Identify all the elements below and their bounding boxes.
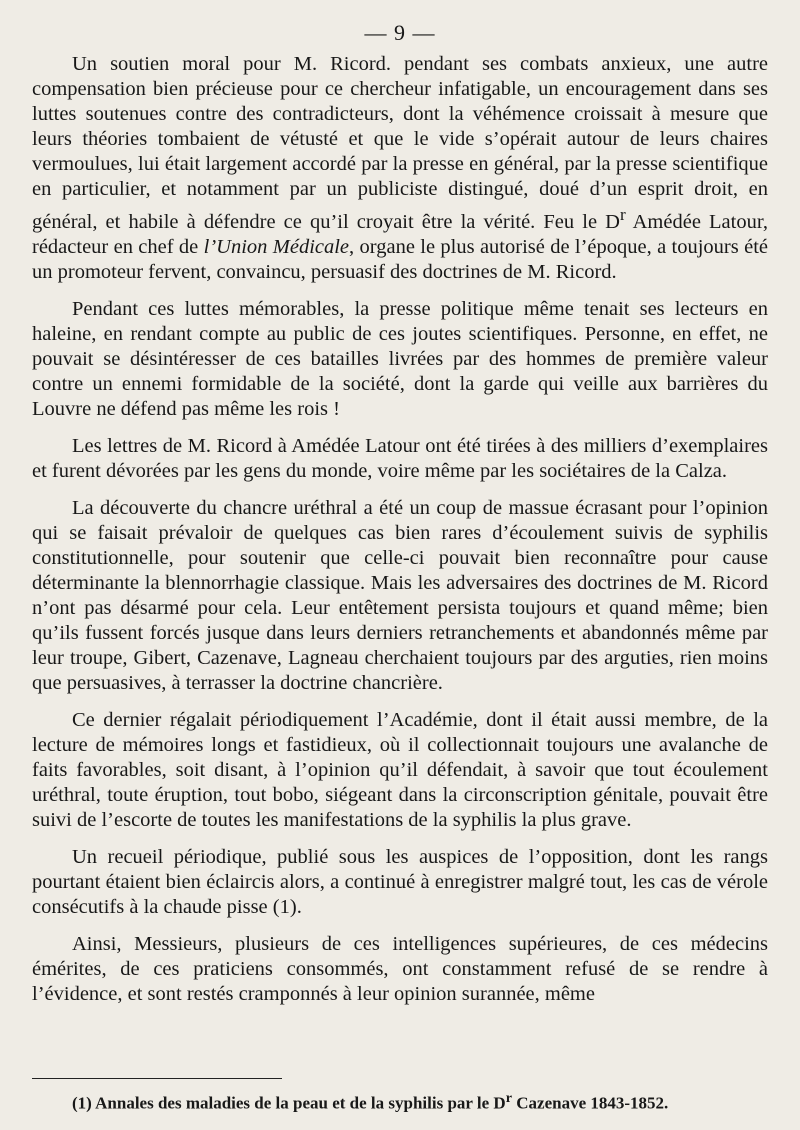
- body-text: [32, 52, 768, 1019]
- text-run: Amédée Latour, rédacteur en chef de: [32, 210, 768, 258]
- paragraph: [32, 297, 768, 422]
- paragraph: [32, 434, 768, 484]
- text-run: Un recueil périodique, publié sous les auspices de l’opposition, dont les rangs pourtant étaient bien éclaircis alors, a continué à enregistrer malgré tout, les cas de vérole consécutifs à la chaude pisse (1).: [32, 845, 768, 918]
- superscript: r: [619, 205, 626, 224]
- text-run: La découverte du chancre uréthral a été un coup de massue écrasant pour l’opinion qui se faisait prévaloir de quelques cas bien rares d’écoulement suivis de syphilis constitutionnelle, pour soutenir que celle-ci pouvait bien reconnaître pour cause déterminante la blennorrhagie classique. Mais les adversaires des doctrines de M. Ricord n’ont pas désarmé pour cela. Leur entêtement persista toujours et quand même; bien qu’ils fussent forcés jusque dans leurs derniers retranchements et abandonnés même par leur troupe, Gibert, Cazenave, Lagneau cherchaient toujours par des arguties, rien moins que persuasives, à terrasser la doctrine chancrière.: [32, 496, 768, 694]
- text-run: Cazenave 1843-1852.: [512, 1093, 669, 1113]
- text-run: , organe le plus autorisé de l’époque, a toujours été un promoteur fervent, convaincu, persuasif des doctrines de M. Ricord.: [32, 235, 768, 283]
- paragraph: [32, 845, 768, 920]
- text-run: Pendant ces luttes mémorables, la presse politique même tenait ses lecteurs en haleine, en rendant compte au public de ces joutes scientifiques. Personne, en effet, ne pouvait se désintéresser de ces batailles livrées par des hommes de première valeur contre un ennemi formidable de la société, dont la garde qui veille aux barrières du Louvre ne défend pas même les rois !: [32, 297, 768, 420]
- text-run: Un soutien moral pour M. Ricord. pendant ses combats anxieux, une autre compensation bien précieuse pour ce chercheur infatigable, un encouragement dans ses luttes soutenues contre des contradicteurs, dont la véhémence croissait à mesure que leurs théories tombaient de vétusté et que le vide s’opérait autour de leurs chaires vermoulues, lui était largement accordé par la presse en général, par la presse scientifique en particulier, et notamment par un publiciste distingué, doué d’un esprit droit, en général, et habile à défendre ce qu’il croyait être la vérité. Feu le D: [32, 53, 768, 233]
- superscript: r: [505, 1090, 512, 1106]
- footnote: [72, 1087, 772, 1115]
- footnote-divider: [32, 1078, 282, 1079]
- paragraph: [32, 52, 768, 285]
- page-number: — 9 —: [364, 20, 436, 45]
- text-run: Les lettres de M. Ricord à Amédée Latour ont été tirées à des milliers d’exemplaires et furent dévorées par les gens du monde, voire même par les sociétaires de la Calza.: [32, 434, 768, 482]
- paragraph: [32, 932, 768, 1007]
- text-run: (1) Annales des maladies de la peau et de la syphilis par le D: [72, 1093, 506, 1113]
- paragraph: [32, 708, 768, 833]
- text-run: Ainsi, Messieurs, plusieurs de ces intelligences supérieures, de ces médecins émérites, de ces praticiens consommés, ont constamment refusé de se rendre à l’évidence, et sont restés cramponnés à leur opinion surannée, même: [32, 932, 768, 1005]
- italic-text: l’Union Médicale: [203, 235, 350, 258]
- paragraph: [32, 496, 768, 696]
- text-run: Ce dernier régalait périodiquement l’Académie, dont il était aussi membre, de la lecture de mémoires longs et fastidieux, où il collectionnait toujours une avalanche de faits favorables, soit disant, à l’opinion qu’il défendait, à savoir que tout écoulement uréthral, toute éruption, tout bobo, siégeant dans la circonscription génitale, pouvait être suivi de l’escorte de toutes les manifestations de la syphilis la plus grave.: [32, 708, 768, 831]
